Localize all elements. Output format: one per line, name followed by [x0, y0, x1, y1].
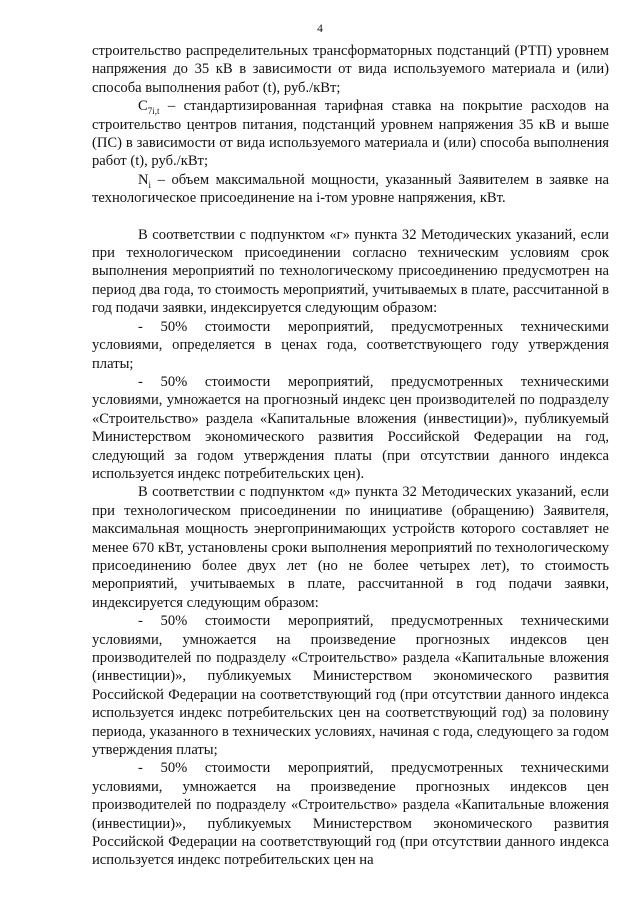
paragraph-subpoint-g: В соответствии с подпунктом «г» пункта 32 Методических указаний, если при технологическом присоединении согласно техническим условиям срок выполнения мероприятий по технологическому присоединению предусмотрен на период два года, то стоимость мероприятий, учитываемых в плате, рассчитанной в год подачи заявки, индексируется следующим образом: [92, 226, 609, 317]
paragraph-n-definition [92, 171, 609, 208]
list-item-g-1: - 50% стоимости мероприятий, предусмотренных техническими условиями, определяется в ценах года, соответствующего году утверждения платы; [92, 318, 609, 372]
symbol-n: $N_i$ [138, 171, 152, 190]
list-item-d-2: - 50% стоимости мероприятий, предусмотренных техническими условиями, умножается на произведение прогнозных индексов цен производителей по подразделу «Строительство» раздела «Капитальные вложения (инвестиции)», публикуемых Министерством экономического развития Российской Федерации на соответствующий год (при отсутствии данного индекса используется индекс потребительских цен на [92, 760, 609, 869]
paragraph-subpoint-d: В соответствии с подпунктом «д» пункта 32 Методических указаний, если при технологическом присоединении по инициативе (обращению) Заявителя, максимальная мощность энергопринимающих устройств которого составляет не менее 670 кВт, установлены сроки выполнения мероприятий по технологическому присоединению более двух лет (но не более четырех лет), то стоимость мероприятий, учитываемых в плате, рассчитанной в год подачи заявки, индексируется следующим образом: [92, 484, 609, 611]
c7-definition-text: – стандартизированная тарифная ставка на покрытие расходов на строительство центров питания, подстанций уровнем напряжения 35 кВ и выше (ПС) в зависимости от вида используемого материала и (или) способа выполнения работ (t), руб./кВт; [92, 98, 609, 170]
paragraph-rtp-definition: строительство распределительных трансформаторных подстанций (РТП) уровнем напряжения до 35 кВ в зависимости от вида используемого материала и (или) способа выполнения работ (t), руб./кВт; [92, 43, 609, 96]
n-definition-text: – объем максимальной мощности, указанный Заявителем в заявке на технологическое присоединение на i-том уровне напряжения, кВт. [92, 171, 609, 207]
document-body [92, 0, 609, 870]
symbol-c: $C_{7i,t}$ [138, 98, 160, 117]
paragraph-gap [92, 208, 609, 226]
list-item-g-2: - 50% стоимости мероприятий, предусмотренных техническими условиями, умножается на прогнозный индекс цен производителей по подразделу «Строительство» раздела «Капитальные вложения (инвестиции)», публикуемый Министерством экономического развития Российской Федерации на год, следующий за годом утверждения платы (при отсутствии данного индекса используется индекс потребительских цен). [92, 373, 609, 482]
paragraph-c7-definition [92, 97, 609, 171]
list-item-d-1: - 50% стоимости мероприятий, предусмотренных техническими условиями, умножается на произведение прогнозных индексов цен производителей по подразделу «Строительство» раздела «Капитальные вложения (инвестиции)», публикуемых Министерством экономического развития Российской Федерации на соответствующий год (при отсутствии данного индекса используется индекс потребительских цен на соответствующий год) за половину периода, указанного в технических условиях, начиная с года, следующего за годом утверждения платы; [92, 613, 609, 759]
page-number: 4 [317, 23, 323, 35]
